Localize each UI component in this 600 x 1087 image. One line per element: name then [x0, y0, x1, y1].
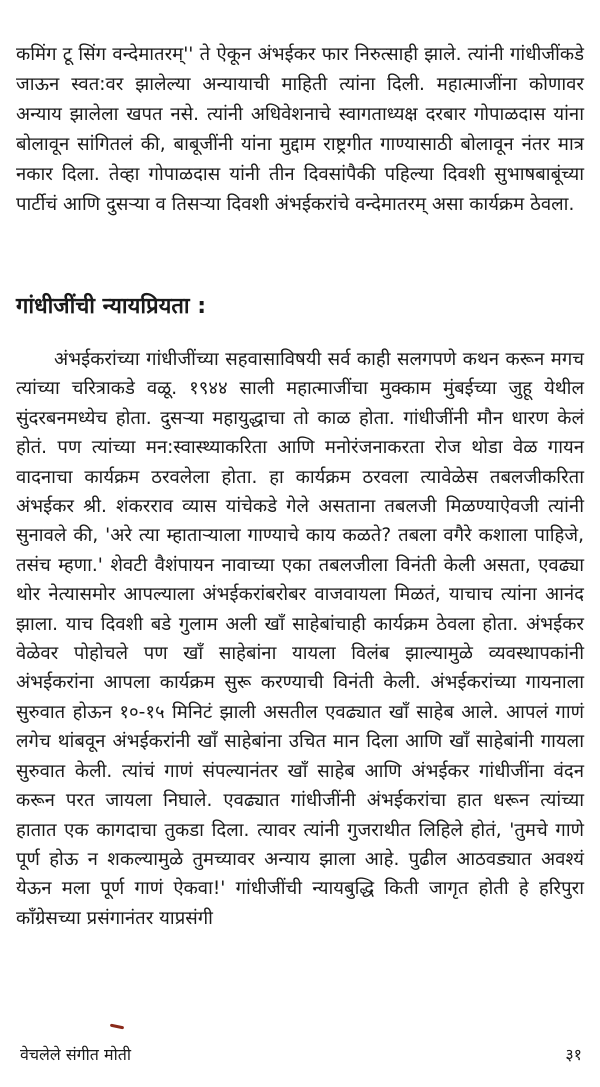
paragraph-1: कमिंग टू सिंग वन्देमातरम्'' ते ऐकून अंभईकर फार निरुत्साही झाले. त्यांनी गांधीजींकडे जाऊन स्वत:वर झालेल्या अन्यायाची माहिती त्यांना दिली. महात्माजींना कोणावर अन्याय झालेला खपत नसे. त्यांनी अधिवेशनाचे स्वागताध्यक्ष दरबार गोपाळदास यांना बोलावून सांगितलं की, बाबूजींनी यांना मुद्दाम राष्ट्रगीत गाण्यासाठी बोलावून नंतर मात्र नकार दिला. तेव्हा गोपाळदास यांनी तीन दिवसांपैकी पहिल्या दिवशी सुभाषबाबूंच्या पार्टीचं आणि दुसऱ्या व तिसऱ्या दिवशी अंभईकरांचे वन्देमातरम् असा कार्यक्रम ठेवला.	[16, 44, 584, 215]
paragraph-2: अंभईकरांच्या गांधीजींच्या सहवासाविषयी सर्व काही सलगपणे कथन करून मगच त्यांच्या चरित्राकडे वळू. १९४४ साली महात्माजींचा मुक्काम मुंबईच्या जुहू येथील सुंदरबनमध्येच होता. दुसऱ्या महायुद्धाचा तो काळ होता. गांधीजींनी मौन धारण केलं होतं. पण त्यांच्या मन:स्वास्थ्याकरिता आणि मनोरंजनाकरता रोज थोडा वेळ गायन वादनाचा कार्यक्रम ठरवलेला होता. हा कार्यक्रम ठरवला त्यावेळेस तबलजीकरिता अंभईकर श्री. शंकरराव व्यास यांचेकडे गेले असताना तबलजी मिळण्याऐवजी त्यांनी सुनावले की, 'अरे त्या म्हाताऱ्याला गाण्याचे काय कळते? तबला वगैरे कशाला पाहिजे, तसंच म्हणा.' शेवटी वैशंपायन नावाच्या एका तबलजीला विनंती केली असता, एवढ्या थोर नेत्यासमोर आपल्याला अंभईकरांबरोबर वाजवायला मिळतं, याचाच त्यांना आनंद झाला. याच दिवशी बडे गुलाम अली खाँ साहेबांचाही कार्यक्रम ठेवला होता. अंभईकर वेळेवर पोहोचले पण खाँ साहेबांना यायला विलंब झाल्यामुळे व्यवस्थापकांनी अंभईकरांना आपला कार्यक्रम सुरू करण्याची विनंती केली. अंभईकरांच्या गायनाला सुरुवात होऊन १०-१५ मिनिटं झाली असतील एवढ्यात खाँ साहेब आले. आपलं गाणं लगेच थांबवून अंभईकरांनी खाँ साहेबांना उचित मान दिला आणि खाँ साहेबांनी गायला सुरुवात केली. त्यांचं गाणं संपल्यानंतर खाँ साहेब आणि अंभईकर गांधीजींना वंदन करून परत जायला निघाले. एवढ्यात गांधीजींनी अंभईकरांचा हात धरून त्यांच्या हातात एक कागदाचा तुकडा दिला. त्यावर त्यांनी गुजराथीत लिहिले होतं, 'तुमचे गाणे पूर्ण होऊ न शकल्यामुळे तुमच्यावर अन्याय झाला आहे. पुढील आठवड्यात अवश्यं येऊन मला पूर्ण गाणं ऐकवा!' गांधीजींची न्यायबुद्धि किती जागृत होती हे हरिपुरा कॉंग्रेसच्या प्रसंगानंतर याप्रसंगी	[16, 349, 584, 929]
footer-book-title: वेचलेले संगीत मोती	[20, 1045, 131, 1064]
page-number: ३१	[565, 1045, 582, 1064]
section-heading: गांधीजींची न्यायप्रियता :	[16, 294, 207, 319]
ink-mark	[110, 1024, 124, 1030]
